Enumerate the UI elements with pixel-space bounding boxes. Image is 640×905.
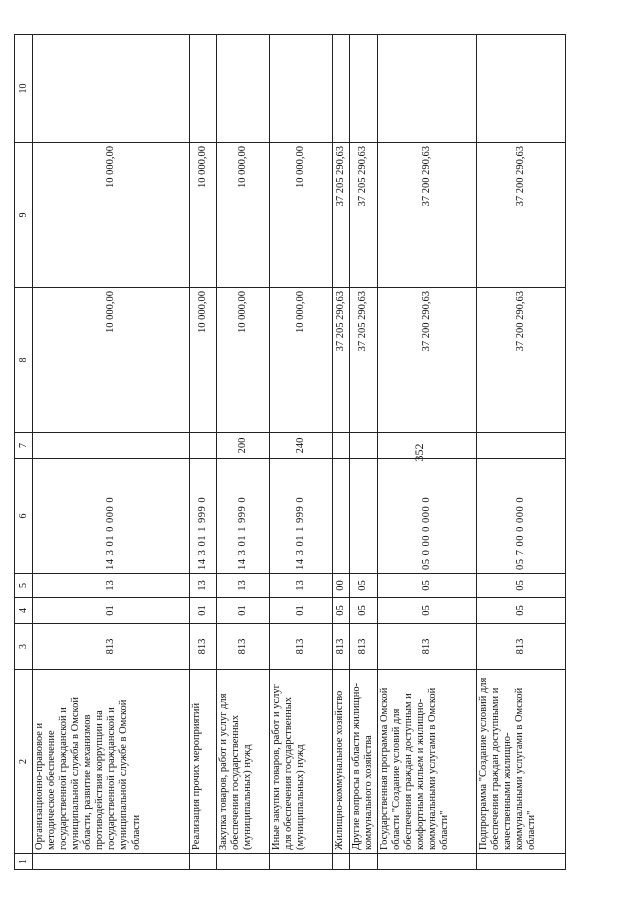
section-code: 01 — [270, 598, 333, 624]
expense-type-code — [477, 433, 566, 459]
expense-type-code: 240 — [270, 433, 333, 459]
header-cell: 5 — [15, 574, 33, 598]
item-name: Иные закупки товаров, работ и услуг для обеспечения государственных (муниципальных) нужд — [270, 670, 333, 854]
expense-type-code: 200 — [217, 433, 270, 459]
header-cell: 9 — [15, 143, 33, 288]
col1-cell — [477, 854, 566, 870]
section-code: 05 — [350, 598, 378, 624]
section-code: 01 — [190, 598, 217, 624]
amount-col8: 37 205 290,63 — [333, 288, 350, 433]
amount-col9: 10 000,00 — [270, 143, 333, 288]
col10-cell — [333, 35, 350, 143]
amount-col9: 10 000,00 — [33, 143, 190, 288]
header-cell: 3 — [15, 624, 33, 670]
section-code: 05 — [378, 598, 477, 624]
target-article-code: 05 7 00 0 000 0 — [477, 459, 566, 574]
target-article-code: 14 3 01 1 999 0 — [190, 459, 217, 574]
col10-cell — [350, 35, 378, 143]
ministry-code: 813 — [217, 624, 270, 670]
target-article-code — [333, 459, 350, 574]
subsection-code: 13 — [33, 574, 190, 598]
table-row — [33, 35, 190, 870]
amount-col8: 10 000,00 — [33, 288, 190, 433]
ministry-code: 813 — [333, 624, 350, 670]
header-cell: 7 — [15, 433, 33, 459]
col1-cell — [350, 854, 378, 870]
amount-col8: 37 200 290,63 — [477, 288, 566, 433]
item-name: Жилищно-коммунальное хозяйство — [333, 670, 350, 854]
amount-col9: 37 205 290,63 — [350, 143, 378, 288]
header-cell: 10 — [15, 35, 33, 143]
ministry-code: 813 — [350, 624, 378, 670]
expense-type-code — [378, 433, 477, 459]
amount-col8: 10 000,00 — [217, 288, 270, 433]
page-number: 352 — [412, 443, 426, 462]
item-name: Организационно-правовое и методическое обеспечение государственной гражданской и муниципальной службы в Омской области, развитие механизмов противодействия коррупции на государственной гражданской и муниципальной службе в Омской области — [33, 670, 190, 854]
col1-cell — [33, 854, 190, 870]
col1-cell — [217, 854, 270, 870]
amount-col9: 10 000,00 — [217, 143, 270, 288]
subsection-code: 13 — [190, 574, 217, 598]
item-name: Подпрограмма "Создание условий для обеспечения граждан доступными и качественными жилищно-коммунальными услугами в Омской области" — [477, 670, 566, 854]
ministry-code: 813 — [33, 624, 190, 670]
table-row — [333, 35, 350, 870]
table-row — [190, 35, 217, 870]
table-row — [270, 35, 333, 870]
item-name: Другие вопросы в области жилищно-коммунального хозяйства — [350, 670, 378, 854]
section-code: 01 — [33, 598, 190, 624]
col10-cell — [190, 35, 217, 143]
subsection-code: 13 — [217, 574, 270, 598]
subsection-code: 05 — [477, 574, 566, 598]
col10-cell — [270, 35, 333, 143]
amount-col8: 37 200 290,63 — [378, 288, 477, 433]
table-row — [217, 35, 270, 870]
header-row — [15, 35, 33, 870]
item-name: Государственная программа Омской области "Создание условий для обеспечения граждан доступным и комфортным жильем и жилищно-коммунальными услугами в Омской области" — [378, 670, 477, 854]
amount-col8: 10 000,00 — [190, 288, 217, 433]
col10-cell — [477, 35, 566, 143]
expense-type-code — [333, 433, 350, 459]
amount-col9: 37 205 290,63 — [333, 143, 350, 288]
expense-type-code — [33, 433, 190, 459]
budget-table — [14, 34, 566, 870]
target-article-code: 14 3 01 1 999 0 — [270, 459, 333, 574]
col1-cell — [190, 854, 217, 870]
header-cell: 6 — [15, 459, 33, 574]
header-cell: 8 — [15, 288, 33, 433]
section-code: 05 — [333, 598, 350, 624]
ministry-code: 813 — [190, 624, 217, 670]
amount-col9: 37 200 290,63 — [378, 143, 477, 288]
target-article-code: 05 0 00 0 000 0 — [378, 459, 477, 574]
col10-cell — [217, 35, 270, 143]
target-article-code — [350, 459, 378, 574]
amount-col9: 37 200 290,63 — [477, 143, 566, 288]
header-cell: 4 — [15, 598, 33, 624]
subsection-code: 13 — [270, 574, 333, 598]
target-article-code: 14 3 01 1 999 0 — [217, 459, 270, 574]
table-row — [477, 35, 566, 870]
ministry-code: 813 — [378, 624, 477, 670]
item-name: Реализация прочих мероприятий — [190, 670, 217, 854]
col10-cell — [378, 35, 477, 143]
subsection-code: 05 — [378, 574, 477, 598]
table-row — [350, 35, 378, 870]
section-code: 01 — [217, 598, 270, 624]
expense-type-code — [350, 433, 378, 459]
expense-type-code — [190, 433, 217, 459]
target-article-code: 14 3 01 0 000 0 — [33, 459, 190, 574]
col10-cell — [33, 35, 190, 143]
section-code: 05 — [477, 598, 566, 624]
subsection-code: 00 — [333, 574, 350, 598]
item-name: Закупка товаров, работ и услуг для обеспечения государственных (муниципальных) нужд — [217, 670, 270, 854]
ministry-code: 813 — [270, 624, 333, 670]
amount-col8: 37 205 290,63 — [350, 288, 378, 433]
col1-cell — [333, 854, 350, 870]
amount-col8: 10 000,00 — [270, 288, 333, 433]
col1-cell — [378, 854, 477, 870]
ministry-code: 813 — [477, 624, 566, 670]
subsection-code: 05 — [350, 574, 378, 598]
table-row — [378, 35, 477, 870]
header-cell: 2 — [15, 670, 33, 854]
header-cell: 1 — [15, 854, 33, 870]
amount-col9: 10 000,00 — [190, 143, 217, 288]
col1-cell — [270, 854, 333, 870]
